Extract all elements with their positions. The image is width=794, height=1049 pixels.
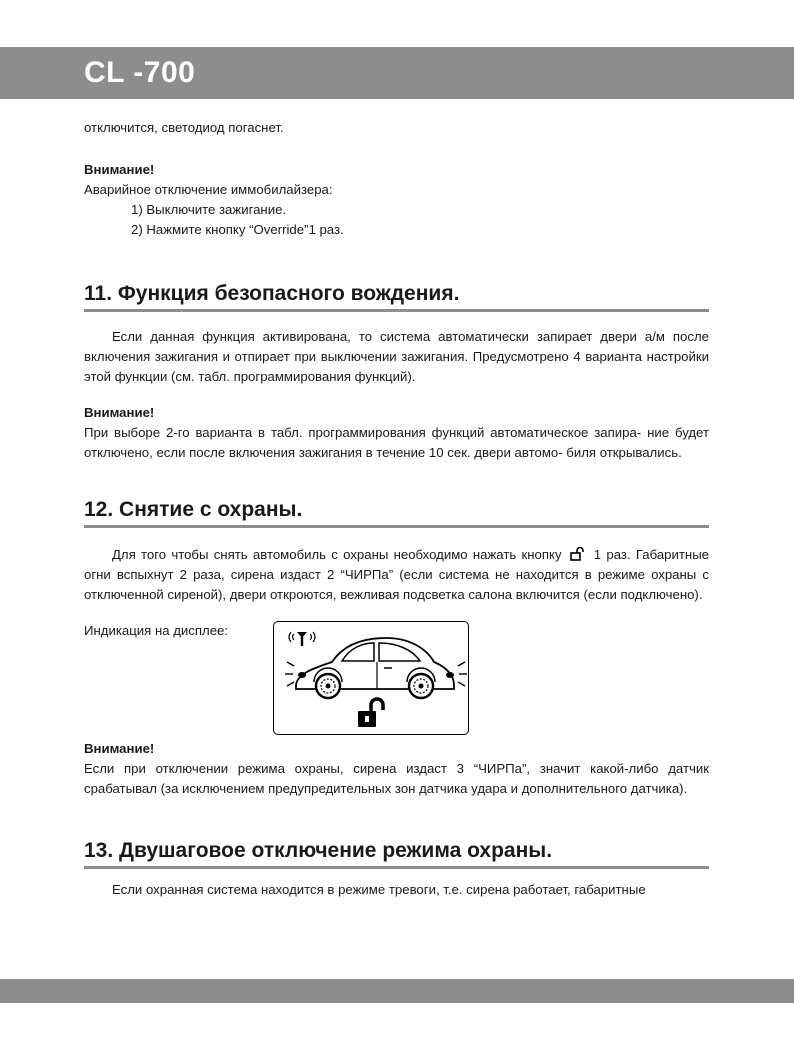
page-content xyxy=(84,118,709,900)
display-label: Индикация на дисплее: xyxy=(84,623,229,638)
section-12-paragraph xyxy=(84,545,709,605)
attention-label: Внимание! xyxy=(84,162,155,177)
section-13-paragraph: Если охранная система находится в режиме тревоги, т.е. сирена работает, габаритные xyxy=(112,882,646,897)
step-item: 1) Выключите зажигание. xyxy=(131,202,287,217)
section-11-paragraph: Если данная функция активирована, то система автоматически запирает двери а/м после включения зажигания и отпирает при выключении зажигания. Предусмотрено 4 варианта настройки этой функции (см. табл. программирования функций). xyxy=(84,329,709,384)
section-11-attention-label: Внимание! xyxy=(84,405,155,420)
steps-list xyxy=(84,200,709,240)
section-12-attention-text: Если при отключении режима охраны, сирена издаст 3 “ЧИРПа”, значит какой-либо датчик срабатывал (за исключением предупредительных зон датчика удара и дополнительного датчика). xyxy=(84,761,709,796)
lcd-display xyxy=(273,621,469,735)
page-title: CL -700 xyxy=(84,56,196,89)
section-11-title: 11. Функция безопасного вождения. xyxy=(84,281,709,312)
footer-band xyxy=(0,979,794,1003)
section-12-title: 12. Снятие с охраны. xyxy=(84,497,709,528)
lcd-display-graphic xyxy=(274,622,470,736)
antenna-icon xyxy=(289,632,315,646)
section-13-title: 13. Двушаговое отключение режима охраны. xyxy=(84,838,709,869)
section-11-attention-text: При выборе 2-го варианта в табл. программирования функций автоматическое запира- ние будет отключено, если после включения зажигания в течение 10 сек. двери автомо- биля открывались. xyxy=(84,425,709,460)
display-indication xyxy=(84,621,709,739)
header-band xyxy=(0,47,794,99)
section-12-paragraph-end: 1 раз. Габаритные огни вспыхнут 2 раза, сирена издаст 2 “ЧИРПа” (если система не находится в режиме охраны с отключенной сиреной), двери откроются, вежливая подсветка салона включится (если подключено). xyxy=(84,547,710,602)
unlock-icon xyxy=(570,547,586,561)
step-item: 2) Нажмите кнопку “Override”1 раз. xyxy=(131,222,344,237)
section-12-attention-label: Внимание! xyxy=(84,741,155,756)
unlock-icon xyxy=(358,699,383,727)
intro-text: отключится, светодиод погаснет. xyxy=(84,120,284,135)
attention-text: Аварийное отключение иммобилайзера: xyxy=(84,182,333,197)
section-12-paragraph-start: Для того чтобы снять автомобиль с охраны необходимо нажать кнопку xyxy=(112,547,562,562)
car-icon xyxy=(296,638,454,698)
